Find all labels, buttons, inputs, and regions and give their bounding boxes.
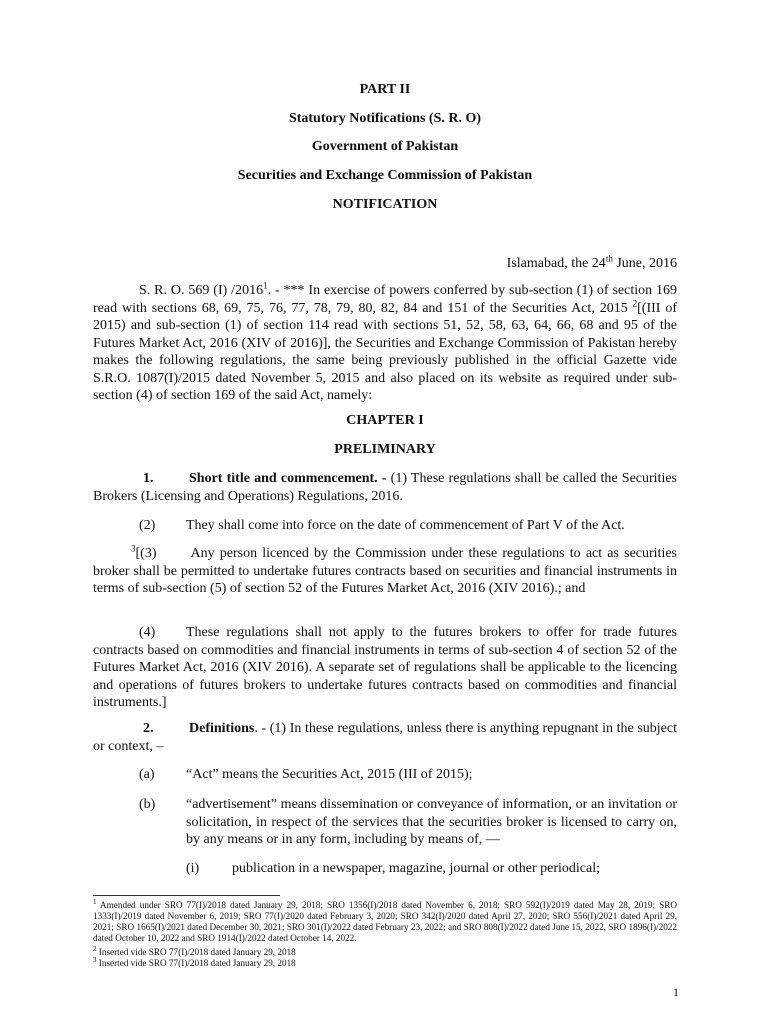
section-2-number: 2. [143, 721, 154, 736]
definition-a [0, 766, 770, 784]
definition-b-i-text: publication in a newspaper, magazine, journal or other periodical; [232, 861, 600, 876]
section-1-sub-2 [0, 517, 770, 535]
definition-a-text: “Act” means the Securities Act, 2015 (III of 2015); [186, 767, 473, 782]
footnote-ref-1: 1 [263, 280, 268, 291]
preamble-paragraph [93, 282, 677, 405]
chapter-title: CHAPTER I [346, 413, 424, 428]
definition-b-i [0, 860, 770, 878]
dateline [506, 253, 677, 272]
footnote-1 [93, 897, 677, 944]
section-1-sub-2-label: (2) [139, 518, 156, 533]
definition-b-label: (b) [139, 797, 156, 812]
section-1-sub-4-text: These regulations shall not apply to the futures brokers to offer for trade futures contracts based on commodities and financial instruments in terms of sub-section 4 of section 52 of the Futures Market Act, 2016 (XIV 2016). A separate set of regulations shall be applicable to the licencing and operations of futures brokers to undertake futures contracts based on commodities and financial instruments.] [93, 625, 677, 710]
footnote-2-text: Inserted vide SRO 77(I)/2018 dated January 29, 2018 [96, 947, 296, 957]
dateline-sup: th [605, 253, 613, 264]
footnote-2 [93, 944, 677, 958]
preamble-lead: S. R. O. 569 (I) /2016 [139, 283, 264, 298]
dateline-prefix: Islamabad, the 24 [506, 256, 606, 271]
footnote-separator [93, 895, 280, 896]
section-1-sub-4-label: (4) [139, 625, 156, 640]
notification-heading: NOTIFICATION [332, 197, 438, 212]
section-1-paragraph [93, 470, 677, 505]
section-1-sub-3-text: Any person licenced by the Commission under these regulations to act as securities broker shall be permitted to undertake futures contracts based on securities and financial instruments in terms of sub-section (5) of section 52 of the Futures Market Act, 2016 (XIV 2016).; and [93, 546, 677, 596]
chapter-subtitle: PRELIMINARY [334, 442, 436, 457]
footnote-1-mark: 1 [93, 897, 97, 906]
footnote-ref-3: 3 [131, 543, 136, 554]
footnote-ref-2: 2 [632, 297, 638, 308]
part-heading: PART II [359, 82, 411, 97]
section-2-heading: Definitions [189, 721, 255, 736]
statutory-heading: Statutory Notifications (S. R. O) [288, 111, 482, 126]
section-1-sub-3-label: [(3) [135, 546, 157, 561]
preamble-text-2: [(III of 2015) and sub-section (1) of section 114 read with sections 51, 52, 58, 63, 64, 66, 68 and 95 of the Futures Market Act, 2016 (XIV of 2016)], the Securities and Exchange Commission of Pakistan hereby makes the following regulations, the same being previously published in the official Gazette vide S.R.O. 1087(I)/2015 dated November 5, 2015 and also placed on its website as required under sub-section (4) of section 169 of the said Act, namely: [93, 300, 677, 403]
section-1-sub-2-text: They shall come into force on the date of commencement of Part V of the Act. [186, 518, 625, 533]
footnote-3-text: Inserted vide SRO 77(I)/2018 dated January 29, 2018 [96, 958, 296, 968]
section-1-sub-4 [93, 624, 677, 712]
dateline-suffix: June, 2016 [612, 256, 677, 271]
footnote-3-mark: 3 [93, 955, 97, 964]
section-2-paragraph [93, 720, 677, 755]
section-1-heading: Short title and commencement. - [189, 471, 387, 486]
definition-b-i-label: (i) [186, 861, 200, 876]
definition-b-text: “advertisement” means dissemination or conveyance of information, or an invitation or solicitation, in respect of the services that the securities broker is licensed to carry on, by any means or in any form, including by means of, — [186, 797, 677, 847]
definition-b [0, 796, 770, 850]
preamble-text-1: . - *** In exercise of powers conferred by sub-section (1) of section 169 read with sections 68, 69, 75, 76, 77, 78, 79, 80, 82, 84 and 151 of the Securities Act, 2015 [93, 283, 677, 316]
section-2-text: . - (1) In these regulations, unless there is anything repugnant in the subject or context, – [93, 721, 677, 754]
commission-heading: Securities and Exchange Commission of Pakistan [237, 168, 533, 183]
footnote-2-mark: 2 [93, 944, 97, 953]
definition-a-label: (a) [139, 767, 155, 782]
footnote-3 [93, 955, 677, 969]
government-heading: Government of Pakistan [311, 139, 459, 154]
footnote-1-text: Amended under SRO 77(I)/2018 dated January 29, 2018; SRO 1356(I)/2018 dated November 6, 2018; SRO 592(I)/2019 dated May 28, 2019; SRO 1333(I)/2019 dated November 6, 2019; SRO 77(I)/2020 dated February 3, 2020; SRO 342(I)/2020 dated April 27, 2020; SRO 556(I)/2021 dated April 29, 2021; SRO 1665(I)/2021 dated December 30, 2021; SRO 301(I)/2022 dated February 23, 2022; and SRO 808(I)/2022 dated June 15, 2022, SRO 1896(I)/2022 dated October 10, 2022 and SRO 1914(I)/2022 dated October 14, 2022. [93, 900, 677, 943]
section-1-sub-3 [93, 545, 677, 598]
section-1-number: 1. [143, 471, 154, 486]
page-number: 1 [673, 985, 679, 999]
section-1-text: (1) These regulations shall be called the Securities Brokers (Licensing and Operations) Regulations, 2016. [93, 471, 677, 504]
